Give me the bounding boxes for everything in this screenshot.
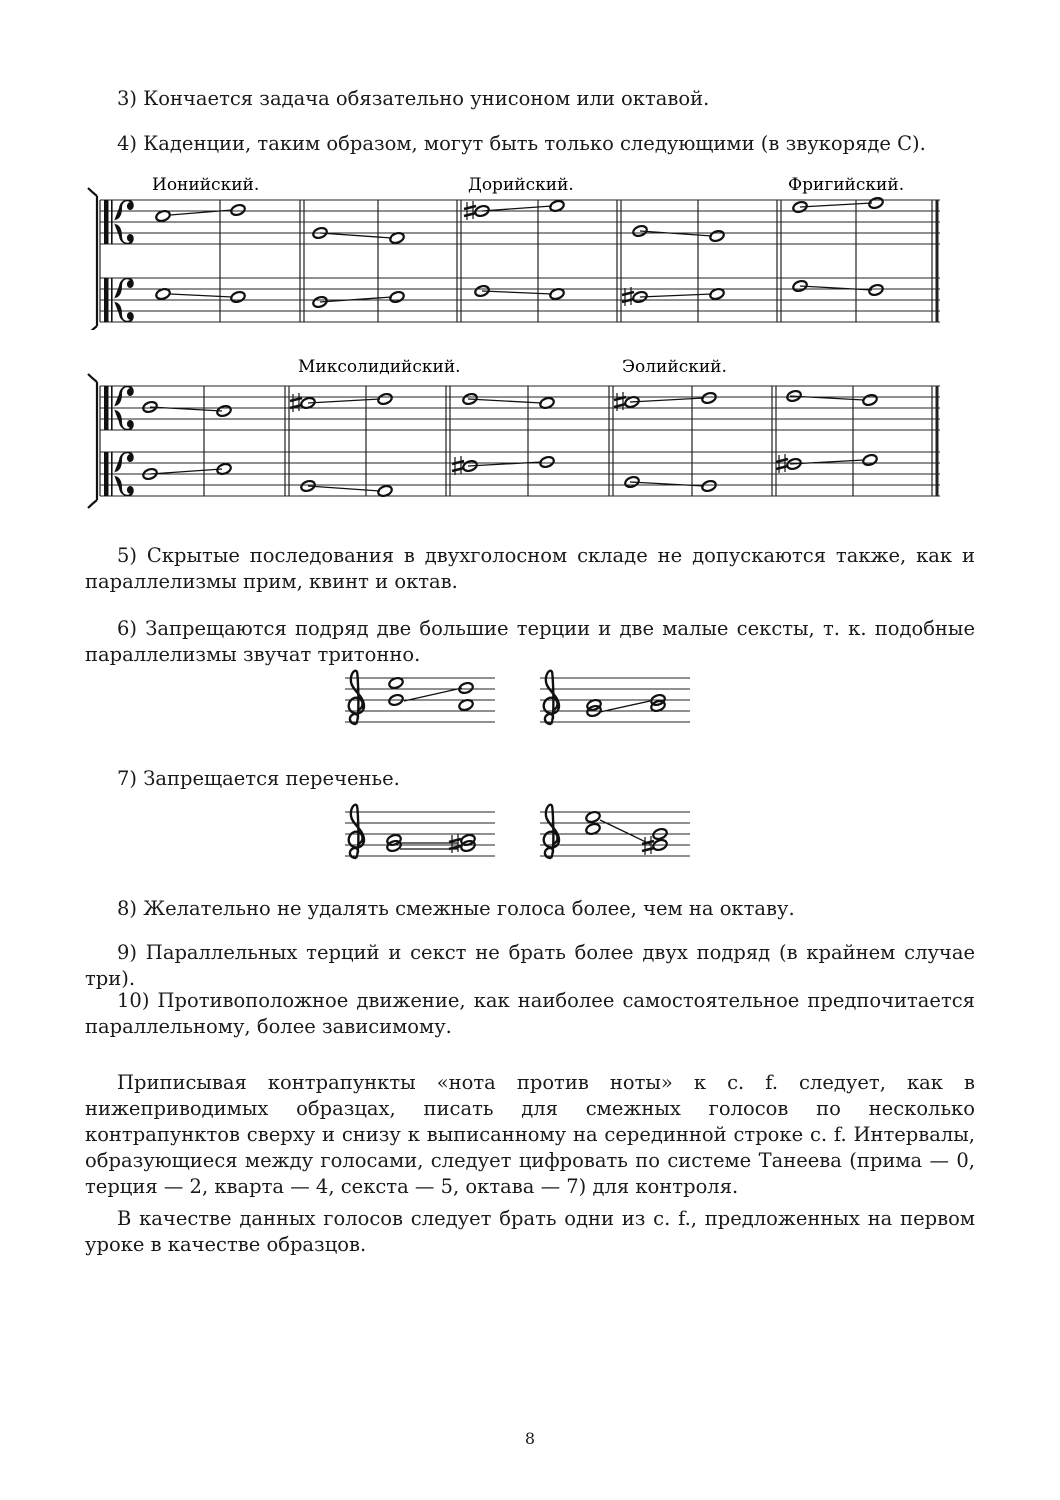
rule-5: 5) Скрытые последования в двухголосном складе не допускаются также, как и параллелизмы прим, квинт и октав. bbox=[85, 544, 975, 593]
voice-lines bbox=[170, 203, 872, 302]
sharp-icon bbox=[452, 456, 464, 475]
mode-label-dorian: Дорийский. bbox=[468, 175, 574, 195]
whole-notes bbox=[155, 196, 884, 308]
system-bracket bbox=[88, 188, 97, 330]
rule-8: 8) Желательно не удалять смежные голоса более, чем на октаву. bbox=[117, 897, 795, 920]
mode-label-phrygian: Фригийский. bbox=[788, 175, 905, 195]
treble-clef-icon bbox=[349, 671, 364, 724]
barlines bbox=[220, 200, 937, 322]
page-number: 8 bbox=[524, 1429, 536, 1448]
tritone-parallel-examples bbox=[0, 666, 1060, 740]
staff-lower bbox=[100, 278, 940, 322]
rule-10: 10) Противоположное движение, как наиболее самостоятельное предпочитается параллельному, более зависимому. bbox=[85, 989, 975, 1038]
mode-label-ionian: Ионийский. bbox=[152, 175, 260, 195]
whole-notes bbox=[142, 389, 878, 497]
treble-clef-icon bbox=[349, 805, 364, 858]
mode-label-aeolian: Эолийский. bbox=[622, 357, 727, 377]
staff-upper bbox=[100, 386, 940, 430]
voice-lines bbox=[150, 396, 864, 491]
rule-3: 3) Кончается задача обязательно унисоном или октавой. bbox=[117, 87, 710, 110]
sharp-icon bbox=[622, 287, 634, 306]
system-bracket bbox=[88, 374, 97, 508]
mode-label-mixolydian: Миксолидийский. bbox=[298, 357, 461, 377]
cross-relation-examples bbox=[0, 800, 1060, 870]
sharp-icon bbox=[290, 393, 302, 412]
body-paragraph-1: Приписывая контрапункты «нота против ноты» к с. f. следует, как в нижеприводимых образцах, писать для смежных голосов по несколько контрапунктов сверху и снизу к выписанному на серединной строке с. f. Интервалы, образующиеся между голосами, следует цифровать по системе Танеева (прима — 0, терция — 2, кварта — 4, секста — 5, октава — 7) для контроля. bbox=[85, 1071, 975, 1198]
treble-clef-icon bbox=[544, 805, 559, 858]
rule-4: 4) Каденции, таким образом, могут быть только следующими (в звукоряде С). bbox=[117, 132, 926, 155]
cadence-system-1 bbox=[0, 170, 1060, 330]
cadence-system-2 bbox=[0, 352, 1060, 512]
rule-7: 7) Запрещается переченье. bbox=[117, 767, 400, 790]
rule-6: 6) Запрещаются подряд две большие терции и две малые сексты, т. к. подобные параллелизмы звучат тритонно. bbox=[85, 617, 975, 666]
body-paragraph-2: В качестве данных голосов следует брать одни из с. f., предложенных на первом уроке в качестве образцов. bbox=[85, 1207, 975, 1256]
treble-clef-icon bbox=[544, 671, 559, 724]
rule-9: 9) Параллельных терций и секст не брать более двух подряд (в крайнем случае три). bbox=[85, 941, 975, 990]
